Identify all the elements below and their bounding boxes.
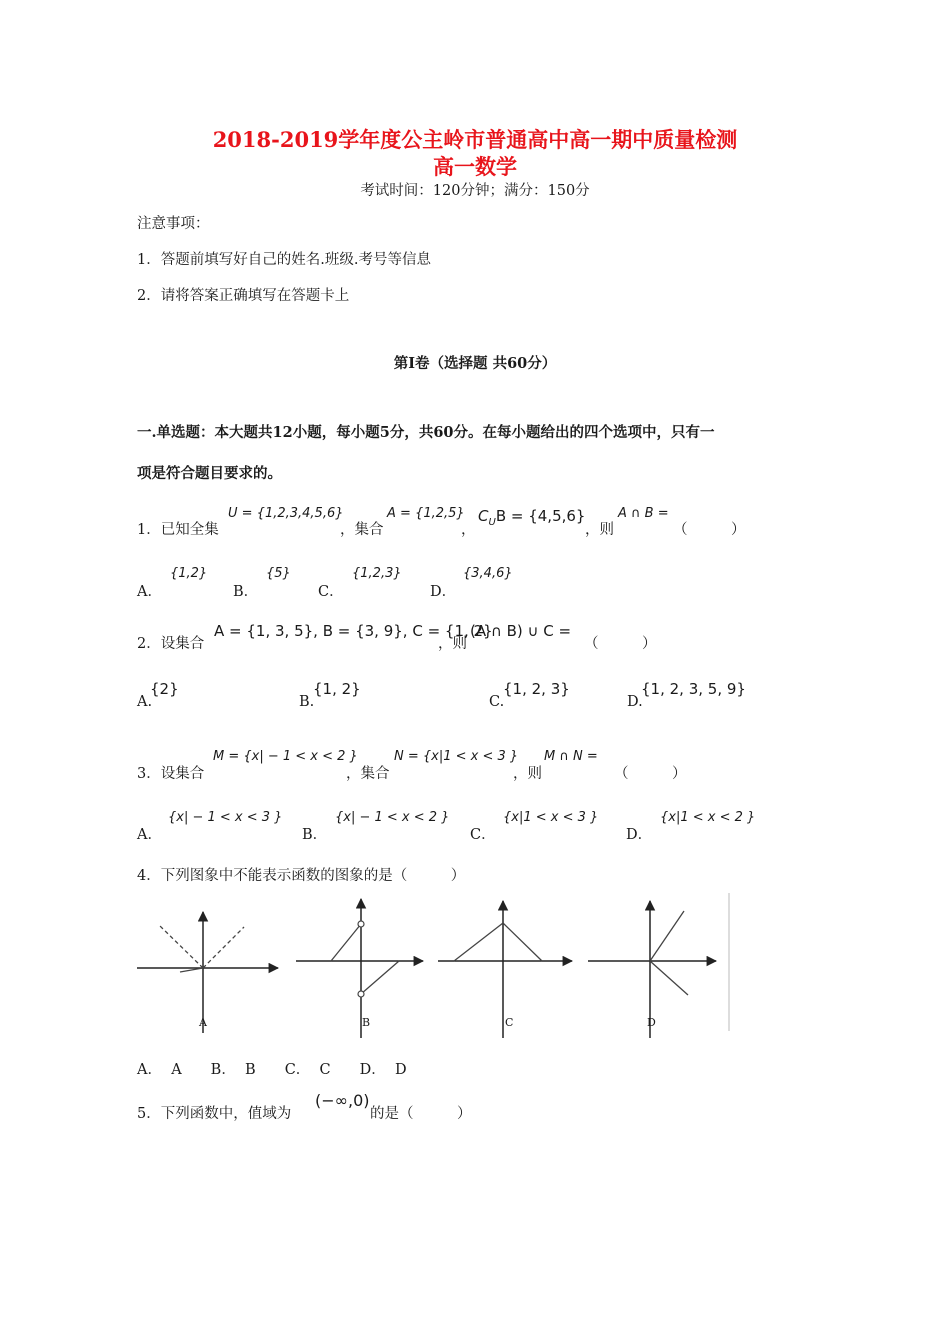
- q2-option-b-value: {1, 2}: [313, 680, 361, 698]
- q3-prefix: 3．设集合: [137, 766, 205, 782]
- q1-option-c-value: {1,2,3}: [352, 566, 402, 581]
- q2-option-d-letter: D.: [627, 694, 643, 710]
- q3-expression: M ∩ N =: [544, 749, 598, 764]
- q1-complement: [478, 506, 585, 528]
- figure-label-d: D: [647, 1016, 656, 1029]
- q2-mid: ，则: [438, 636, 467, 652]
- q3-option-c-letter: C．: [470, 827, 496, 843]
- q3-option-a-letter: A．: [137, 827, 162, 843]
- exam-info: 考试时间：120分钟；满分：150分: [360, 183, 590, 199]
- q1-option-d-value: {3,4,6}: [463, 566, 513, 581]
- figure-label-b: B: [362, 1016, 371, 1029]
- q3-mid2: ，则: [513, 766, 542, 782]
- page-title: 2018-2019学年度公主岭市普通高中高一期中质量检测: [212, 127, 738, 152]
- q2-sets: A = {1, 3, 5}, B = {3, 9}, C = {1, 2}: [214, 622, 493, 640]
- section-title: 第I卷（选择题 共60分）: [393, 355, 557, 372]
- q2-prefix: 2．设集合: [137, 636, 205, 652]
- q1-complement-sub: U: [488, 517, 496, 529]
- q1-mid2: ，则: [585, 522, 614, 538]
- page-subtitle: 高一数学: [433, 154, 517, 179]
- graph-b: [296, 899, 423, 1038]
- q1-expression: A ∩ B =: [618, 506, 669, 521]
- q2-option-c-letter: C.: [489, 694, 505, 710]
- q2-option-a-value: {2}: [150, 680, 179, 698]
- q1-universal-set: U = {1,2,3,4,5,6}: [228, 506, 344, 521]
- q5-prefix: 5．下列函数中，值域为: [137, 1106, 292, 1122]
- q3-answer-paren: （ ）: [614, 766, 687, 782]
- figure-label-a: A: [199, 1016, 207, 1029]
- q2-option-a-letter: A.: [137, 694, 153, 710]
- q2-option-d-value: {1, 2, 3, 5, 9}: [641, 680, 746, 698]
- q3-option-b-value: {x| − 1 < x < 2 }: [335, 810, 450, 825]
- section-intro-line2: 项是符合题目要求的。: [137, 465, 282, 482]
- q3-mid1: ，集合: [346, 766, 390, 782]
- q3-set-m: M = {x| − 1 < x < 2 }: [213, 749, 358, 764]
- q4-answer-options: A． A B． B C． C D． D: [137, 1062, 407, 1078]
- q1-prefix: 1．已知全集: [137, 522, 219, 538]
- q1-mid1: ，集合: [340, 522, 384, 538]
- q1-complement-c: C: [478, 507, 489, 525]
- graph-d: [588, 893, 729, 1038]
- q2-option-b-letter: B.: [299, 694, 315, 710]
- q1-answer-paren: （ ）: [673, 522, 746, 538]
- q5-suffix: 的是（ ）: [370, 1106, 472, 1122]
- q3-option-b-letter: B．: [302, 827, 328, 843]
- q3-set-n: N = {x|1 < x < 3 }: [394, 749, 519, 764]
- q1-option-c-letter: C．: [318, 584, 344, 600]
- q2-option-c-value: {1, 2, 3}: [503, 680, 570, 698]
- q3-option-a-value: {x| − 1 < x < 3 }: [168, 810, 283, 825]
- q3-option-c-value: {x|1 < x < 3 }: [503, 810, 599, 825]
- q2-answer-paren: （ ）: [584, 636, 657, 652]
- note-item: 2．请将答案正确填写在答题卡上: [137, 288, 350, 304]
- q1-sep: ，: [461, 522, 476, 538]
- graph-a: [137, 912, 278, 1033]
- figure-label-c: C: [505, 1016, 514, 1029]
- q3-option-d-letter: D．: [626, 827, 653, 843]
- q1-option-b-letter: B．: [233, 584, 259, 600]
- section-intro-line1: 一.单选题：本大题共12小题，每小题5分，共60分。在每小题给出的四个选项中，只有一: [137, 424, 715, 441]
- q2-expression: (A ∩ B) ∪ C =: [470, 622, 572, 640]
- q3-option-d-value: {x|1 < x < 2 }: [660, 810, 756, 825]
- q4-stem: 4．下列图象中不能表示函数的图象的是（ ）: [137, 868, 466, 884]
- q1-option-a-value: {1,2}: [170, 566, 208, 581]
- q5-range: (−∞,0): [315, 1091, 370, 1110]
- q1-set-a: A = {1,2,5}: [387, 506, 465, 521]
- note-item: 1．答题前填写好自己的姓名.班级.考号等信息: [137, 252, 431, 268]
- q1-complement-rest: B = {4,5,6}: [495, 507, 586, 525]
- q1-option-b-value: {5}: [266, 566, 291, 581]
- q1-option-a-letter: A．: [137, 584, 162, 600]
- q4-figures: [130, 893, 740, 1038]
- q1-option-d-letter: D．: [430, 584, 457, 600]
- notes-heading: 注意事项：: [137, 216, 210, 232]
